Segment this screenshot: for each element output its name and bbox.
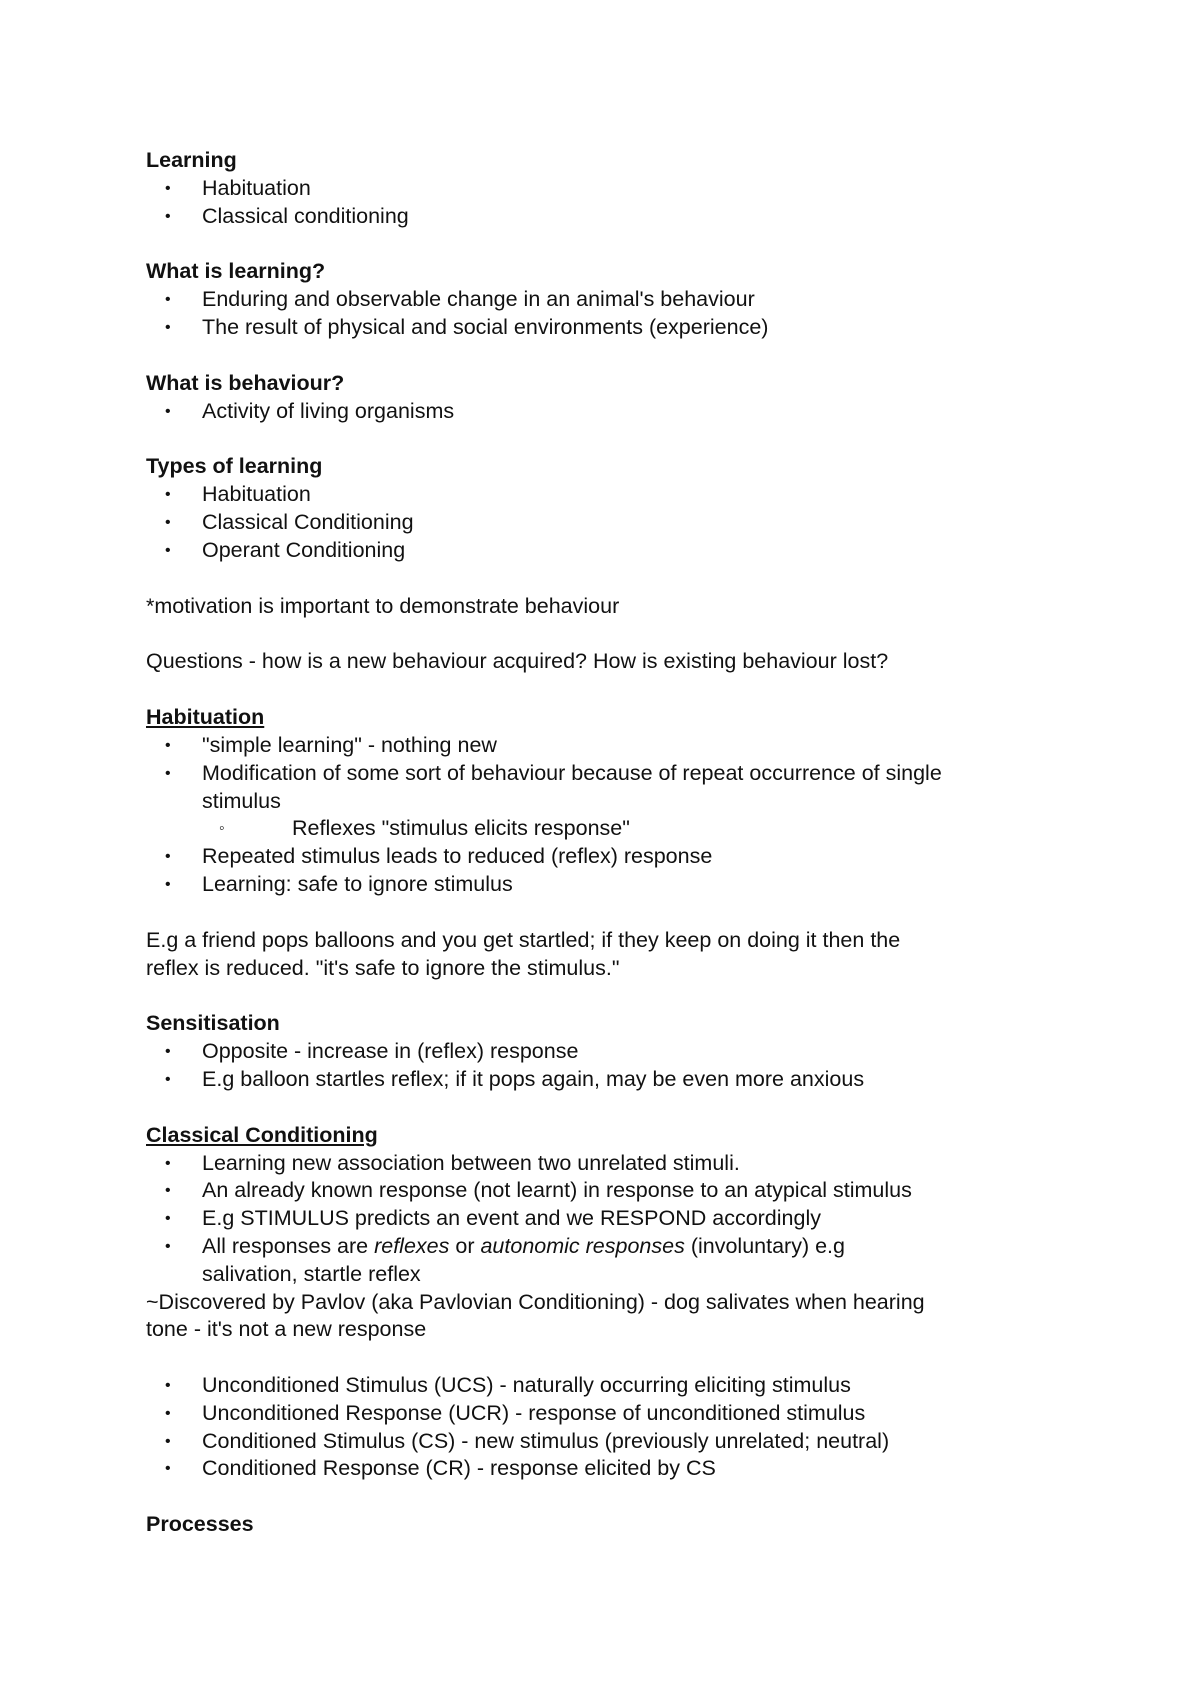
list-item: • Conditioned Stimulus (CS) - new stimulus (previously unrelated; neutral)	[146, 1428, 1050, 1456]
bullet-icon: •	[165, 1182, 171, 1200]
bullet-icon: •	[165, 1210, 171, 1228]
habituation-example-line-2: reflex is reduced. "it's safe to ignore the stimulus."	[146, 955, 620, 980]
bullet-icon: •	[165, 207, 171, 225]
heading-processes: Processes	[146, 1512, 254, 1537]
bullet-icon: •	[165, 1237, 171, 1255]
bullet-icon: •	[165, 179, 171, 197]
bullet-icon: •	[165, 1460, 171, 1478]
habituation-example-line-1: E.g a friend pops balloons and you get startled; if they keep on doing it then the	[146, 927, 901, 952]
heading-habituation: Habituation	[146, 705, 265, 730]
list-item: • Modification of some sort of behaviour because of repeat occurrence of single	[146, 760, 1050, 788]
section-classical-conditioning	[146, 1122, 1050, 1484]
bullet-list	[146, 175, 1050, 231]
bullet-list	[146, 398, 1050, 426]
list-item: • "simple learning" - nothing new	[146, 732, 1050, 760]
terms-list	[146, 1372, 1050, 1483]
list-item: • Learning: safe to ignore stimulus	[146, 871, 1050, 899]
heading-classical-conditioning: Classical Conditioning	[146, 1122, 378, 1147]
bullet-icon: •	[165, 541, 171, 559]
bullet-list	[146, 732, 1050, 815]
section-learning	[146, 147, 1050, 230]
bullet-icon: •	[165, 318, 171, 336]
heading-what-is-learning: What is learning?	[146, 259, 326, 284]
list-item-continuation: stimulus	[202, 788, 281, 813]
bullet-icon: •	[165, 1432, 171, 1450]
bullet-icon: •	[165, 1043, 171, 1061]
list-item: • Habituation	[146, 481, 1050, 509]
bullet-icon: •	[165, 1404, 171, 1422]
list-item: • Unconditioned Stimulus (UCS) - naturally occurring eliciting stimulus	[146, 1372, 1050, 1400]
pavlov-line-2: tone - it's not a new response	[146, 1317, 427, 1342]
bullet-icon: •	[165, 736, 171, 754]
list-item: • Classical conditioning	[146, 203, 1050, 231]
list-item: • Unconditioned Response (UCR) - response of unconditioned stimulus	[146, 1400, 1050, 1428]
list-item: • An already known response (not learnt) in response to an atypical stimulus	[146, 1177, 1050, 1205]
bullet-list	[146, 1150, 1050, 1289]
bullet-icon: •	[165, 486, 171, 504]
heading-types-of-learning: Types of learning	[146, 454, 323, 479]
bullet-icon: •	[165, 1377, 171, 1395]
list-item: • Activity of living organisms	[146, 398, 1050, 426]
list-item: • Opposite - increase in (reflex) response	[146, 1038, 1050, 1066]
list-item: • Repeated stimulus leads to reduced (reflex) response	[146, 843, 1050, 871]
bullet-icon: •	[165, 875, 171, 893]
bullet-icon: •	[165, 1154, 171, 1172]
heading-what-is-behaviour: What is behaviour?	[146, 370, 345, 395]
bullet-icon: •	[165, 402, 171, 420]
sub-bullet-list	[146, 815, 1050, 843]
sub-list-item: ◦ Reflexes "stimulus elicits response"	[146, 815, 1050, 843]
bullet-icon: •	[165, 1070, 171, 1088]
list-item: • Habituation	[146, 175, 1050, 203]
list-item: • The result of physical and social environments (experience)	[146, 314, 1050, 342]
bullet-list	[146, 286, 1050, 342]
bullet-icon: •	[165, 764, 171, 782]
bullet-list	[146, 1038, 1050, 1094]
list-item: • E.g STIMULUS predicts an event and we RESPOND accordingly	[146, 1205, 1050, 1233]
list-item: • Conditioned Response (CR) - response elicited by CS	[146, 1455, 1050, 1483]
list-item: • All responses are reflexes or autonomic responses (involuntary) e.g	[146, 1233, 1050, 1261]
bullet-list	[146, 481, 1050, 564]
section-sensitisation	[146, 1010, 1050, 1093]
list-item: • E.g balloon startles reflex; if it pops again, may be even more anxious	[146, 1066, 1050, 1094]
bullet-list	[146, 843, 1050, 899]
bullet-icon: •	[165, 513, 171, 531]
bullet-icon: •	[165, 848, 171, 866]
bullet-icon: •	[165, 291, 171, 309]
heading-learning: Learning	[146, 148, 237, 172]
list-item: • Learning new association between two unrelated stimuli.	[146, 1150, 1050, 1178]
pavlov-line-1: ~Discovered by Pavlov (aka Pavlovian Conditioning) - dog salivates when hearing	[146, 1289, 925, 1314]
motivation-note: *motivation is important to demonstrate behaviour	[146, 593, 620, 618]
section-processes	[146, 1511, 1050, 1539]
sub-bullet-icon: ◦	[219, 820, 225, 838]
list-item: • Operant Conditioning	[146, 537, 1050, 565]
heading-sensitisation: Sensitisation	[146, 1011, 280, 1036]
list-item: • Classical Conditioning	[146, 509, 1050, 537]
questions-note: Questions - how is a new behaviour acquired? How is existing behaviour lost?	[146, 649, 889, 674]
section-types-of-learning	[146, 453, 1050, 564]
list-item: • Enduring and observable change in an animal's behaviour	[146, 286, 1050, 314]
section-what-is-learning	[146, 258, 1050, 341]
list-item-continuation: salivation, startle reflex	[202, 1261, 421, 1286]
section-what-is-behaviour	[146, 370, 1050, 426]
section-habituation	[146, 704, 1050, 899]
